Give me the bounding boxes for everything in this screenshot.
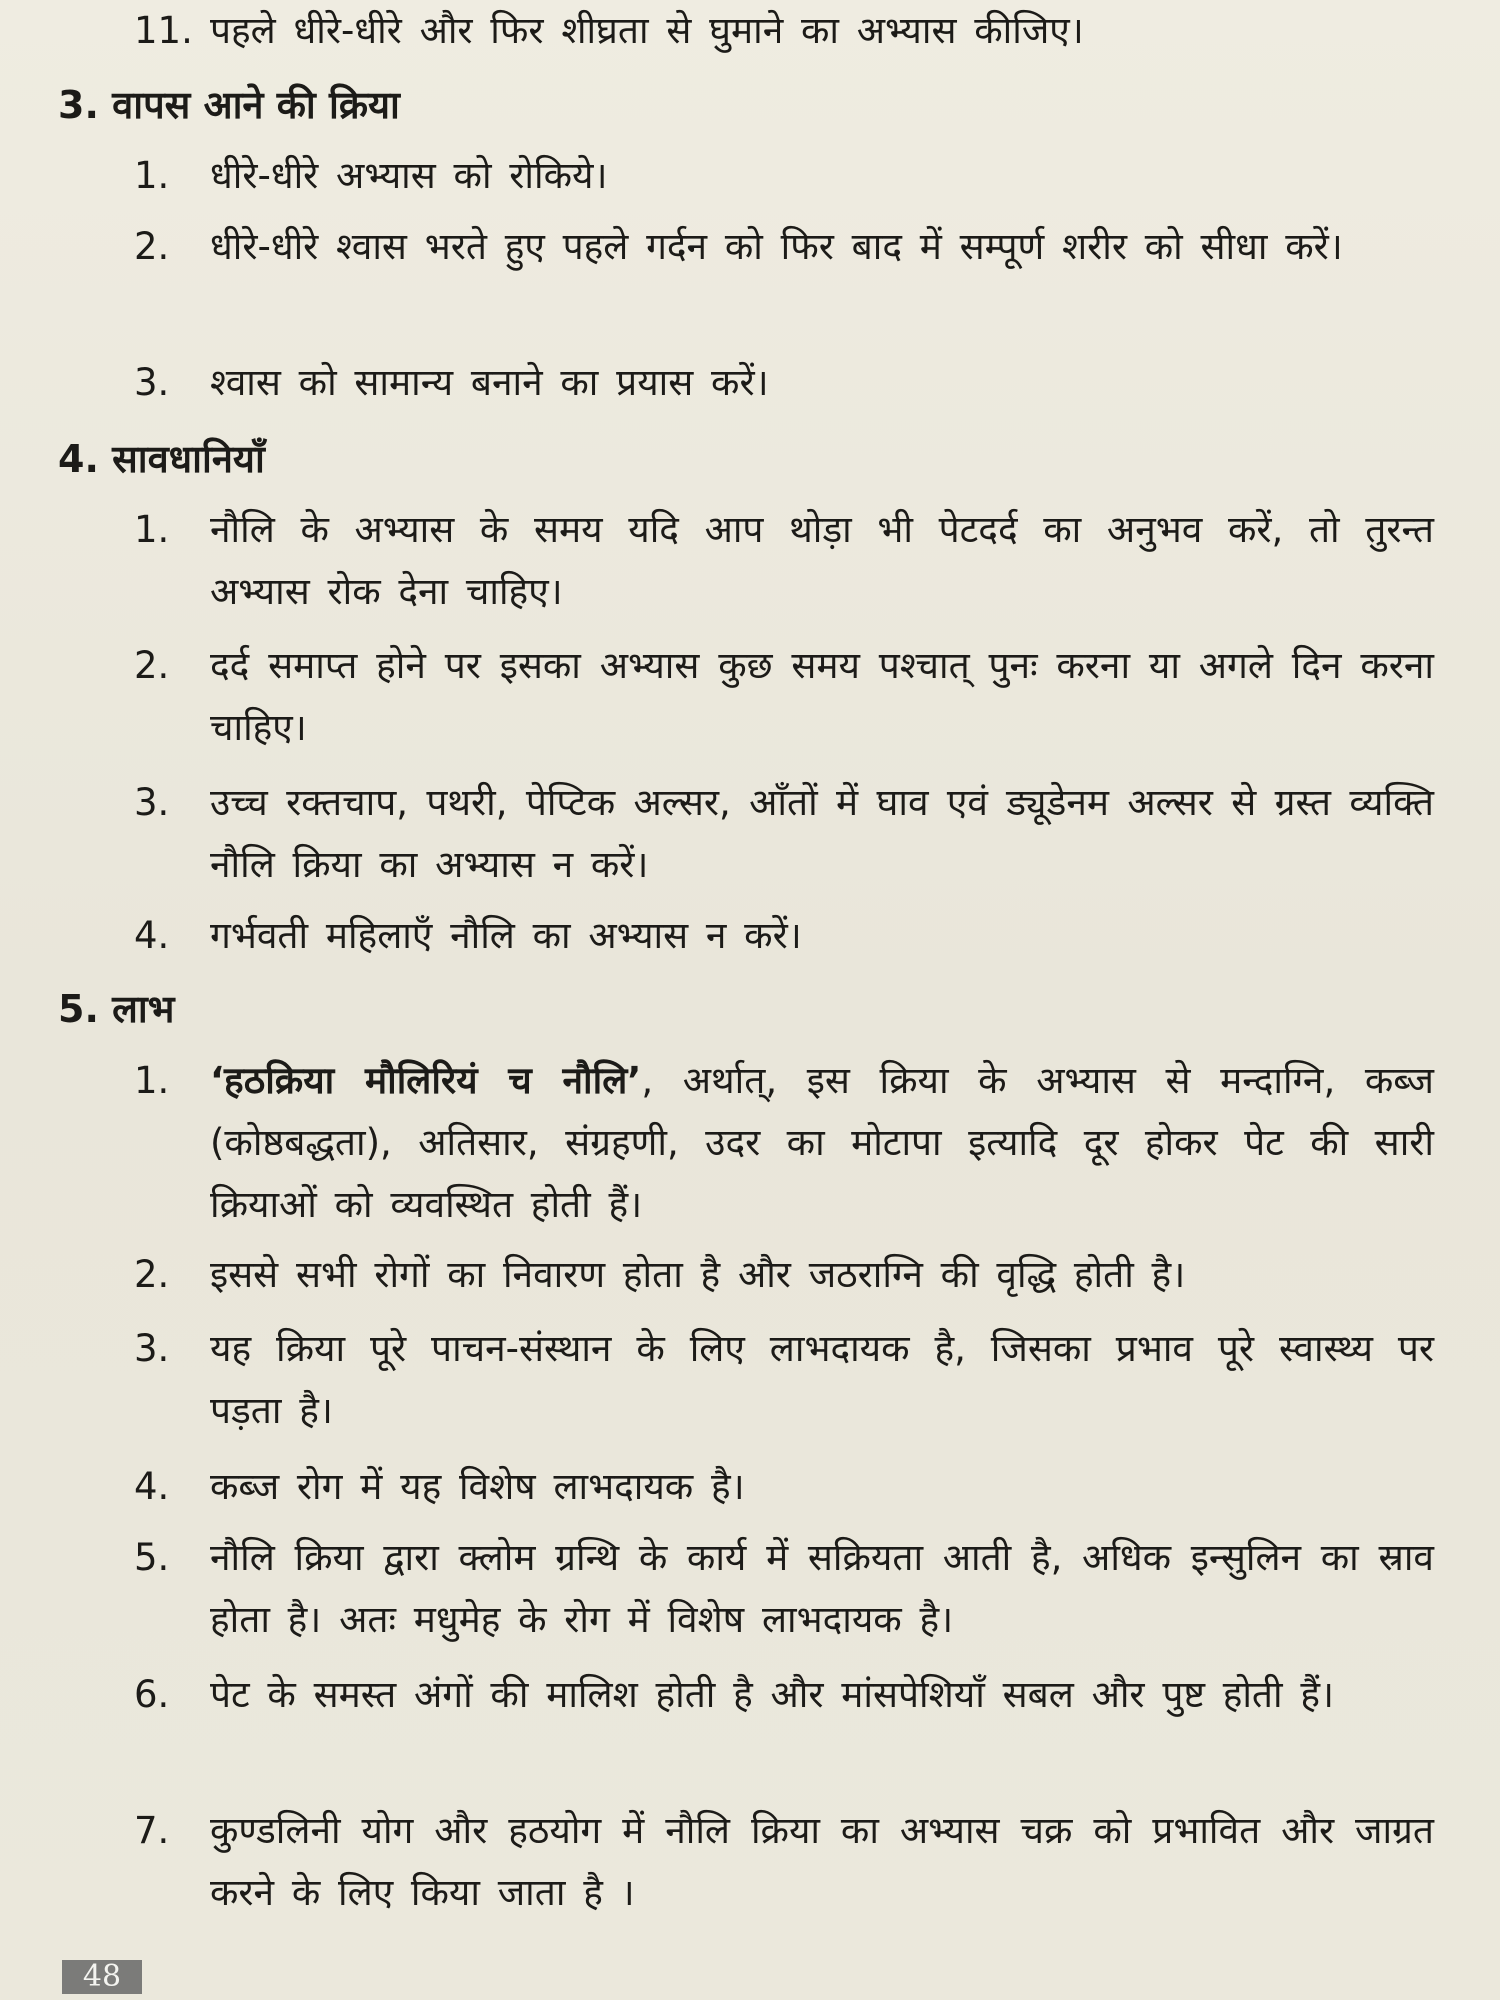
item-text: श्वास को सामान्य बनाने का प्रयास करें। [210,361,769,404]
item-number: 6. [134,1673,170,1716]
list-item [134,1050,1434,1236]
item-text-rest: , अर्थात्, इस क्रिया के अभ्यास से मन्दाग्नि, कब्ज (कोष्ठबद्धता), अतिसार, संग्रहणी, उदर का मोटापा इत्यादि दूर होकर पेट की सारी क्रियाओं को व्यवस्थित होती हैं। [210,1059,1435,1226]
item-number: 3. [134,781,170,824]
list-item [134,499,1434,623]
item-number: 3. [134,361,170,404]
list-item [134,145,1434,207]
list-item [134,1664,1434,1726]
quoted-verse: ‘हठक्रिया मौलिरियं च नौलि’ [210,1059,642,1102]
list-item [134,0,1434,62]
list-item [134,905,1434,967]
item-text: कुण्डलिनी योग और हठयोग में नौलि क्रिया का अभ्यास चक्र को प्रभावित और जाग्रत करने के लिए किया जाता है । [210,1809,1434,1914]
item-text: कब्ज रोग में यह विशेष लाभदायक है। [210,1465,745,1508]
item-number: 1. [134,508,170,551]
item-number: 4. [134,914,170,957]
list-item [134,635,1434,759]
list-item [134,1800,1434,1924]
item-number: 1. [134,1059,170,1102]
item-text: उच्च रक्तचाप, पथरी, पेप्टिक अल्सर, आँतों में घाव एवं ड्यूडेनम अल्सर से ग्रस्त व्यक्ति नौलि क्रिया का अभ्यास न करें। [210,781,1434,886]
section-heading: 5. लाभ [58,987,175,1031]
item-text: इससे सभी रोगों का निवारण होता है और जठराग्नि की वृद्धि होती है। [210,1253,1186,1296]
list-item [134,1318,1434,1442]
page-number: 48 [62,1960,142,1994]
item-number: 5. [134,1536,170,1579]
item-text: धीरे-धीरे अभ्यास को रोकिये। [210,154,608,197]
list-item [134,216,1434,278]
item-number: 11. [134,9,193,52]
item-number: 4. [134,1465,170,1508]
list-item [134,1456,1434,1518]
item-text: पेट के समस्त अंगों की मालिश होती है और मांसपेशियाँ सबल और पुष्ट होती हैं। [210,1673,1335,1716]
section-heading: 4. सावधानियाँ [58,437,265,481]
item-text: नौलि क्रिया द्वारा क्लोम ग्रन्थि के कार्य में सक्रियता आती है, अधिक इन्सुलिन का स्राव होता है। अतः मधुमेह के रोग में विशेष लाभदायक है। [210,1536,1434,1641]
item-text: दर्द समाप्त होने पर इसका अभ्यास कुछ समय पश्चात् पुनः करना या अगले दिन करना चाहिए। [210,644,1434,749]
item-text [210,1050,1434,1236]
list-item [134,352,1434,414]
item-number: 2. [134,644,170,687]
list-item [134,1244,1434,1306]
item-text: नौलि के अभ्यास के समय यदि आप थोड़ा भी पेटदर्द का अनुभव करें, तो तुरन्त अभ्यास रोक देना चाहिए। [210,508,1434,613]
item-text: धीरे-धीरे श्वास भरते हुए पहले गर्दन को फिर बाद में सम्पूर्ण शरीर को सीधा करें। [210,225,1343,268]
section-heading: 3. वापस आने की क्रिया [58,83,400,127]
item-number: 1. [134,154,170,197]
list-item [134,772,1434,896]
item-text: गर्भवती महिलाएँ नौलि का अभ्यास न करें। [210,914,802,957]
item-text: यह क्रिया पूरे पाचन-संस्थान के लिए लाभदायक है, जिसका प्रभाव पूरे स्वास्थ्य पर पड़ता है। [210,1327,1434,1432]
list-item [134,1527,1434,1651]
item-number: 2. [134,225,170,268]
item-number: 2. [134,1253,170,1296]
item-number: 7. [134,1809,170,1852]
item-number: 3. [134,1327,170,1370]
item-text: पहले धीरे-धीरे और फिर शीघ्रता से घुमाने का अभ्यास कीजिए। [210,9,1084,52]
